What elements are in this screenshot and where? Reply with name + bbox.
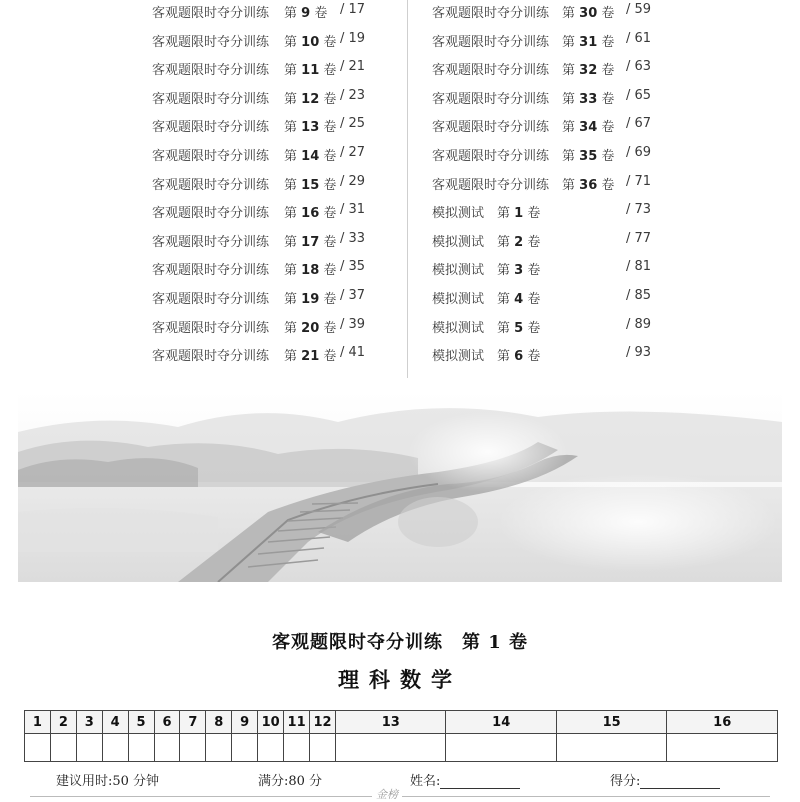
toc-entry-page: / 71 [626,173,652,189]
toc-entry [0,196,380,225]
volume-number: 15 [301,177,320,193]
toc-entry-title: 模拟测试 [432,320,485,336]
toc-entry-volume [497,259,540,278]
toc-entry-volume [562,145,614,164]
answer-cell[interactable] [284,734,310,762]
volume-suffix: 卷 [323,234,337,250]
volume-number: 1 [514,206,524,222]
score-blank-line[interactable] [640,775,720,789]
toc-entry-title: 客观题限时夺分训练 [432,148,550,164]
toc-entry [0,0,380,25]
volume-prefix: 第 [562,34,576,50]
volume-number: 18 [301,263,320,279]
toc-entry-page: / 93 [626,345,652,361]
toc-entry-page: / 81 [626,259,652,275]
question-number: 2 [50,711,76,734]
toc-entry [0,82,380,111]
fill-answer-cell[interactable] [446,734,556,762]
toc-entry-volume [284,202,336,221]
toc-entry-page: / 73 [626,202,652,218]
toc-entry-title: 客观题限时夺分训练 [152,91,270,107]
volume-suffix: 卷 [527,291,541,307]
volume-suffix: 卷 [323,349,337,365]
toc-entry-page: / 19 [340,30,366,46]
toc-entry-page: / 39 [340,316,366,332]
toc-entry-volume [497,288,540,307]
toc-entry-volume [284,31,336,50]
toc-entry-title: 客观题限时夺分训练 [152,148,270,164]
volume-suffix: 卷 [601,177,615,193]
toc-entry-page: / 65 [626,87,652,103]
toc-entry-page: / 25 [340,116,366,132]
toc-entry-title: 模拟测试 [432,349,485,365]
volume-prefix: 第 [284,120,298,136]
volume-prefix: 第 [284,263,298,279]
toc-entry-volume [497,231,540,250]
toc-entry [408,311,788,340]
suggested-time: 建议用时:50 分钟 [56,774,160,789]
volume-prefix: 第 [284,63,298,79]
toc-entry [0,110,380,139]
toc-entry-title: 客观题限时夺分训练 [152,63,270,79]
volume-number: 11 [301,63,320,79]
answer-cell[interactable] [102,734,128,762]
toc-entry-title: 客观题限时夺分训练 [152,177,270,193]
fill-question-number: 16 [667,711,778,734]
toc-entry [0,168,380,197]
toc-entry-volume [284,259,336,278]
volume-prefix: 第 [497,263,511,279]
volume-suffix: 卷 [527,349,541,365]
volume-suffix: 卷 [323,91,337,107]
question-number: 5 [128,711,154,734]
answer-grid [24,710,778,762]
toc-entry-volume [284,59,336,78]
volume-suffix: 卷 [601,148,615,164]
toc-entry-title: 客观题限时夺分训练 [432,34,550,50]
volume-number: 12 [301,91,320,107]
toc-entry-title: 模拟测试 [432,291,485,307]
volume-suffix: 卷 [527,206,541,222]
volume-suffix: 卷 [323,63,337,79]
toc-entry [0,225,380,254]
toc-entry-page: / 37 [340,287,366,303]
volume-prefix: 第 [562,63,576,79]
volume-number: 21 [301,349,320,365]
volume-number: 4 [514,291,524,307]
toc-entry [408,196,788,225]
volume-suffix: 卷 [323,148,337,164]
question-number: 6 [154,711,180,734]
answer-grid-header-row [25,711,778,734]
volume-suffix: 卷 [527,263,541,279]
toc-entry-page: / 69 [626,144,652,160]
answer-cell[interactable] [76,734,102,762]
toc-entry-title: 客观题限时夺分训练 [152,206,270,222]
toc-entry-page: / 29 [340,173,366,189]
volume-prefix: 第 [497,206,511,222]
volume-number: 10 [301,34,320,50]
question-number: 12 [310,711,336,734]
toc-entry-title: 模拟测试 [432,263,485,279]
volume-prefix: 第 [284,148,298,164]
fill-answer-cell[interactable] [667,734,778,762]
volume-suffix: 卷 [601,6,615,21]
toc-entry-volume [497,345,540,364]
toc-entry-volume [284,116,336,135]
volume-prefix: 第 [497,291,511,307]
name-field[interactable] [410,770,520,789]
toc-entry-title: 客观题限时夺分训练 [152,349,270,365]
toc-entry-page: / 63 [626,59,652,75]
fill-question-number: 14 [446,711,556,734]
volume-number: 33 [579,91,598,107]
toc-entry [408,25,788,54]
name-label: 姓名: [410,774,441,789]
subject-title: 理科数学 [338,668,462,692]
answer-cell[interactable] [206,734,232,762]
question-number: 7 [180,711,206,734]
question-number: 8 [206,711,232,734]
fill-answer-cell[interactable] [336,734,446,762]
toc-entry-volume [284,174,336,193]
volume-prefix: 第 [284,91,298,107]
toc-right-column [408,0,788,368]
volume-prefix: 第 [497,320,511,336]
volume-prefix: 第 [284,34,298,50]
toc-entry-volume [562,31,614,50]
volume-suffix: 卷 [527,234,541,250]
toc-entry [0,311,380,340]
volume-suffix: 卷 [601,63,615,79]
toc-entry-title: 模拟测试 [432,234,485,250]
sheet-title: 客观题限时夺分训练 第 1 卷 [271,632,529,653]
brand-logo: 金榜 [372,786,402,802]
volume-number: 2 [514,234,524,250]
volume-suffix: 卷 [601,120,615,136]
toc-entry-title: 客观题限时夺分训练 [152,291,270,307]
toc-entry-title: 客观题限时夺分训练 [152,320,270,336]
volume-prefix: 第 [284,349,298,365]
score-label: 得分: [610,774,641,789]
landscape-illustration [18,392,782,582]
volume-suffix: 卷 [323,206,337,222]
toc-entry-page: / 21 [340,59,366,75]
toc-entry-volume [562,2,614,21]
fill-question-number: 13 [336,711,446,734]
toc-entry [0,53,380,82]
volume-number: 9 [301,6,311,21]
toc-entry-page: / 89 [626,316,652,332]
volume-prefix: 第 [562,91,576,107]
volume-number: 36 [579,177,598,193]
volume-number: 35 [579,148,598,164]
toc-entry-page: / 33 [340,230,366,246]
volume-prefix: 第 [284,320,298,336]
volume-number: 19 [301,291,320,307]
volume-prefix: 第 [284,177,298,193]
volume-suffix: 卷 [323,177,337,193]
toc-entry-page: / 23 [340,87,366,103]
score-field[interactable] [610,770,720,789]
name-blank-line[interactable] [440,775,520,789]
toc-entry-title: 客观题限时夺分训练 [152,6,270,21]
question-number: 10 [258,711,284,734]
volume-prefix: 第 [562,6,576,21]
volume-number: 32 [579,63,598,79]
toc-entry-title: 模拟测试 [432,206,485,222]
answer-cell[interactable] [25,734,51,762]
question-number: 4 [102,711,128,734]
toc-entry-page: / 85 [626,287,652,303]
volume-suffix: 卷 [314,6,328,21]
toc-entry-page: / 27 [340,144,366,160]
toc-entry [408,53,788,82]
volume-number: 30 [579,6,598,21]
answer-cell[interactable] [232,734,258,762]
volume-number: 14 [301,148,320,164]
fill-answer-cell[interactable] [556,734,666,762]
volume-number: 5 [514,320,524,336]
toc-entry-volume [562,116,614,135]
volume-prefix: 第 [497,234,511,250]
answer-grid-blank-row [25,734,778,762]
toc-entry [408,339,788,368]
toc-entry-title: 客观题限时夺分训练 [432,6,550,21]
volume-prefix: 第 [562,120,576,136]
toc-entry [408,82,788,111]
volume-prefix: 第 [562,177,576,193]
volume-suffix: 卷 [323,263,337,279]
toc-entry-volume [562,59,614,78]
toc-entry-title: 客观题限时夺分训练 [152,234,270,250]
question-number: 1 [25,711,51,734]
toc-entry [408,282,788,311]
answer-cell[interactable] [50,734,76,762]
toc-entry [408,0,788,25]
toc-entry [0,139,380,168]
toc-entry [0,253,380,282]
toc-entry-title: 客观题限时夺分训练 [152,34,270,50]
volume-number: 3 [514,263,524,279]
volume-suffix: 卷 [527,320,541,336]
volume-prefix: 第 [284,6,298,21]
toc-entry-page: / 59 [626,2,652,17]
answer-cell[interactable] [180,734,206,762]
toc-entry-volume [284,317,336,336]
question-number: 9 [232,711,258,734]
toc-entry [408,110,788,139]
volume-prefix: 第 [497,349,511,365]
answer-cell[interactable] [310,734,336,762]
toc-entry-title: 客观题限时夺分训练 [432,91,550,107]
volume-suffix: 卷 [601,34,615,50]
toc-entry-page: / 61 [626,30,652,46]
toc-entry-volume [284,231,336,250]
toc-entry-volume [284,345,336,364]
toc-entry-volume [562,88,614,107]
toc-entry-volume [562,174,614,193]
full-score: 满分:80 分 [258,774,323,789]
toc-entry-page: / 77 [626,230,652,246]
toc-entry [0,282,380,311]
toc-entry-page: / 17 [340,2,366,17]
volume-number: 13 [301,120,320,136]
toc-entry [0,339,380,368]
volume-suffix: 卷 [323,291,337,307]
toc-entry-page: / 31 [340,202,366,218]
toc-entry-volume [284,88,336,107]
volume-prefix: 第 [284,206,298,222]
toc-entry-page: / 67 [626,116,652,132]
toc-entry-volume [284,145,336,164]
toc-entry-title: 客观题限时夺分训练 [152,263,270,279]
toc-entry [0,25,380,54]
toc-entry [408,168,788,197]
volume-suffix: 卷 [323,120,337,136]
question-number: 3 [76,711,102,734]
volume-suffix: 卷 [601,91,615,107]
volume-number: 31 [579,34,598,50]
toc-entry [408,225,788,254]
toc-entry [408,253,788,282]
volume-prefix: 第 [284,291,298,307]
toc-entry-volume [284,2,327,21]
answer-cell[interactable] [154,734,180,762]
toc-entry-title: 客观题限时夺分训练 [432,120,550,136]
volume-suffix: 卷 [323,34,337,50]
answer-cell[interactable] [258,734,284,762]
volume-number: 17 [301,234,320,250]
toc-entry-volume [284,288,336,307]
question-number: 11 [284,711,310,734]
volume-number: 34 [579,120,598,136]
toc-entry [408,139,788,168]
toc-left-column [0,0,380,368]
volume-prefix: 第 [284,234,298,250]
toc-entry-volume [497,317,540,336]
toc-entry-title: 客观题限时夺分训练 [432,63,550,79]
volume-number: 20 [301,320,320,336]
volume-suffix: 卷 [323,320,337,336]
toc-entry-page: / 35 [340,259,366,275]
toc-entry-page: / 41 [340,345,366,361]
toc-entry-title: 客观题限时夺分训练 [432,177,550,193]
volume-number: 16 [301,206,320,222]
fill-question-number: 15 [556,711,666,734]
volume-prefix: 第 [562,148,576,164]
toc-entry-volume [497,202,540,221]
toc-entry-title: 客观题限时夺分训练 [152,120,270,136]
volume-number: 6 [514,349,524,365]
answer-cell[interactable] [128,734,154,762]
